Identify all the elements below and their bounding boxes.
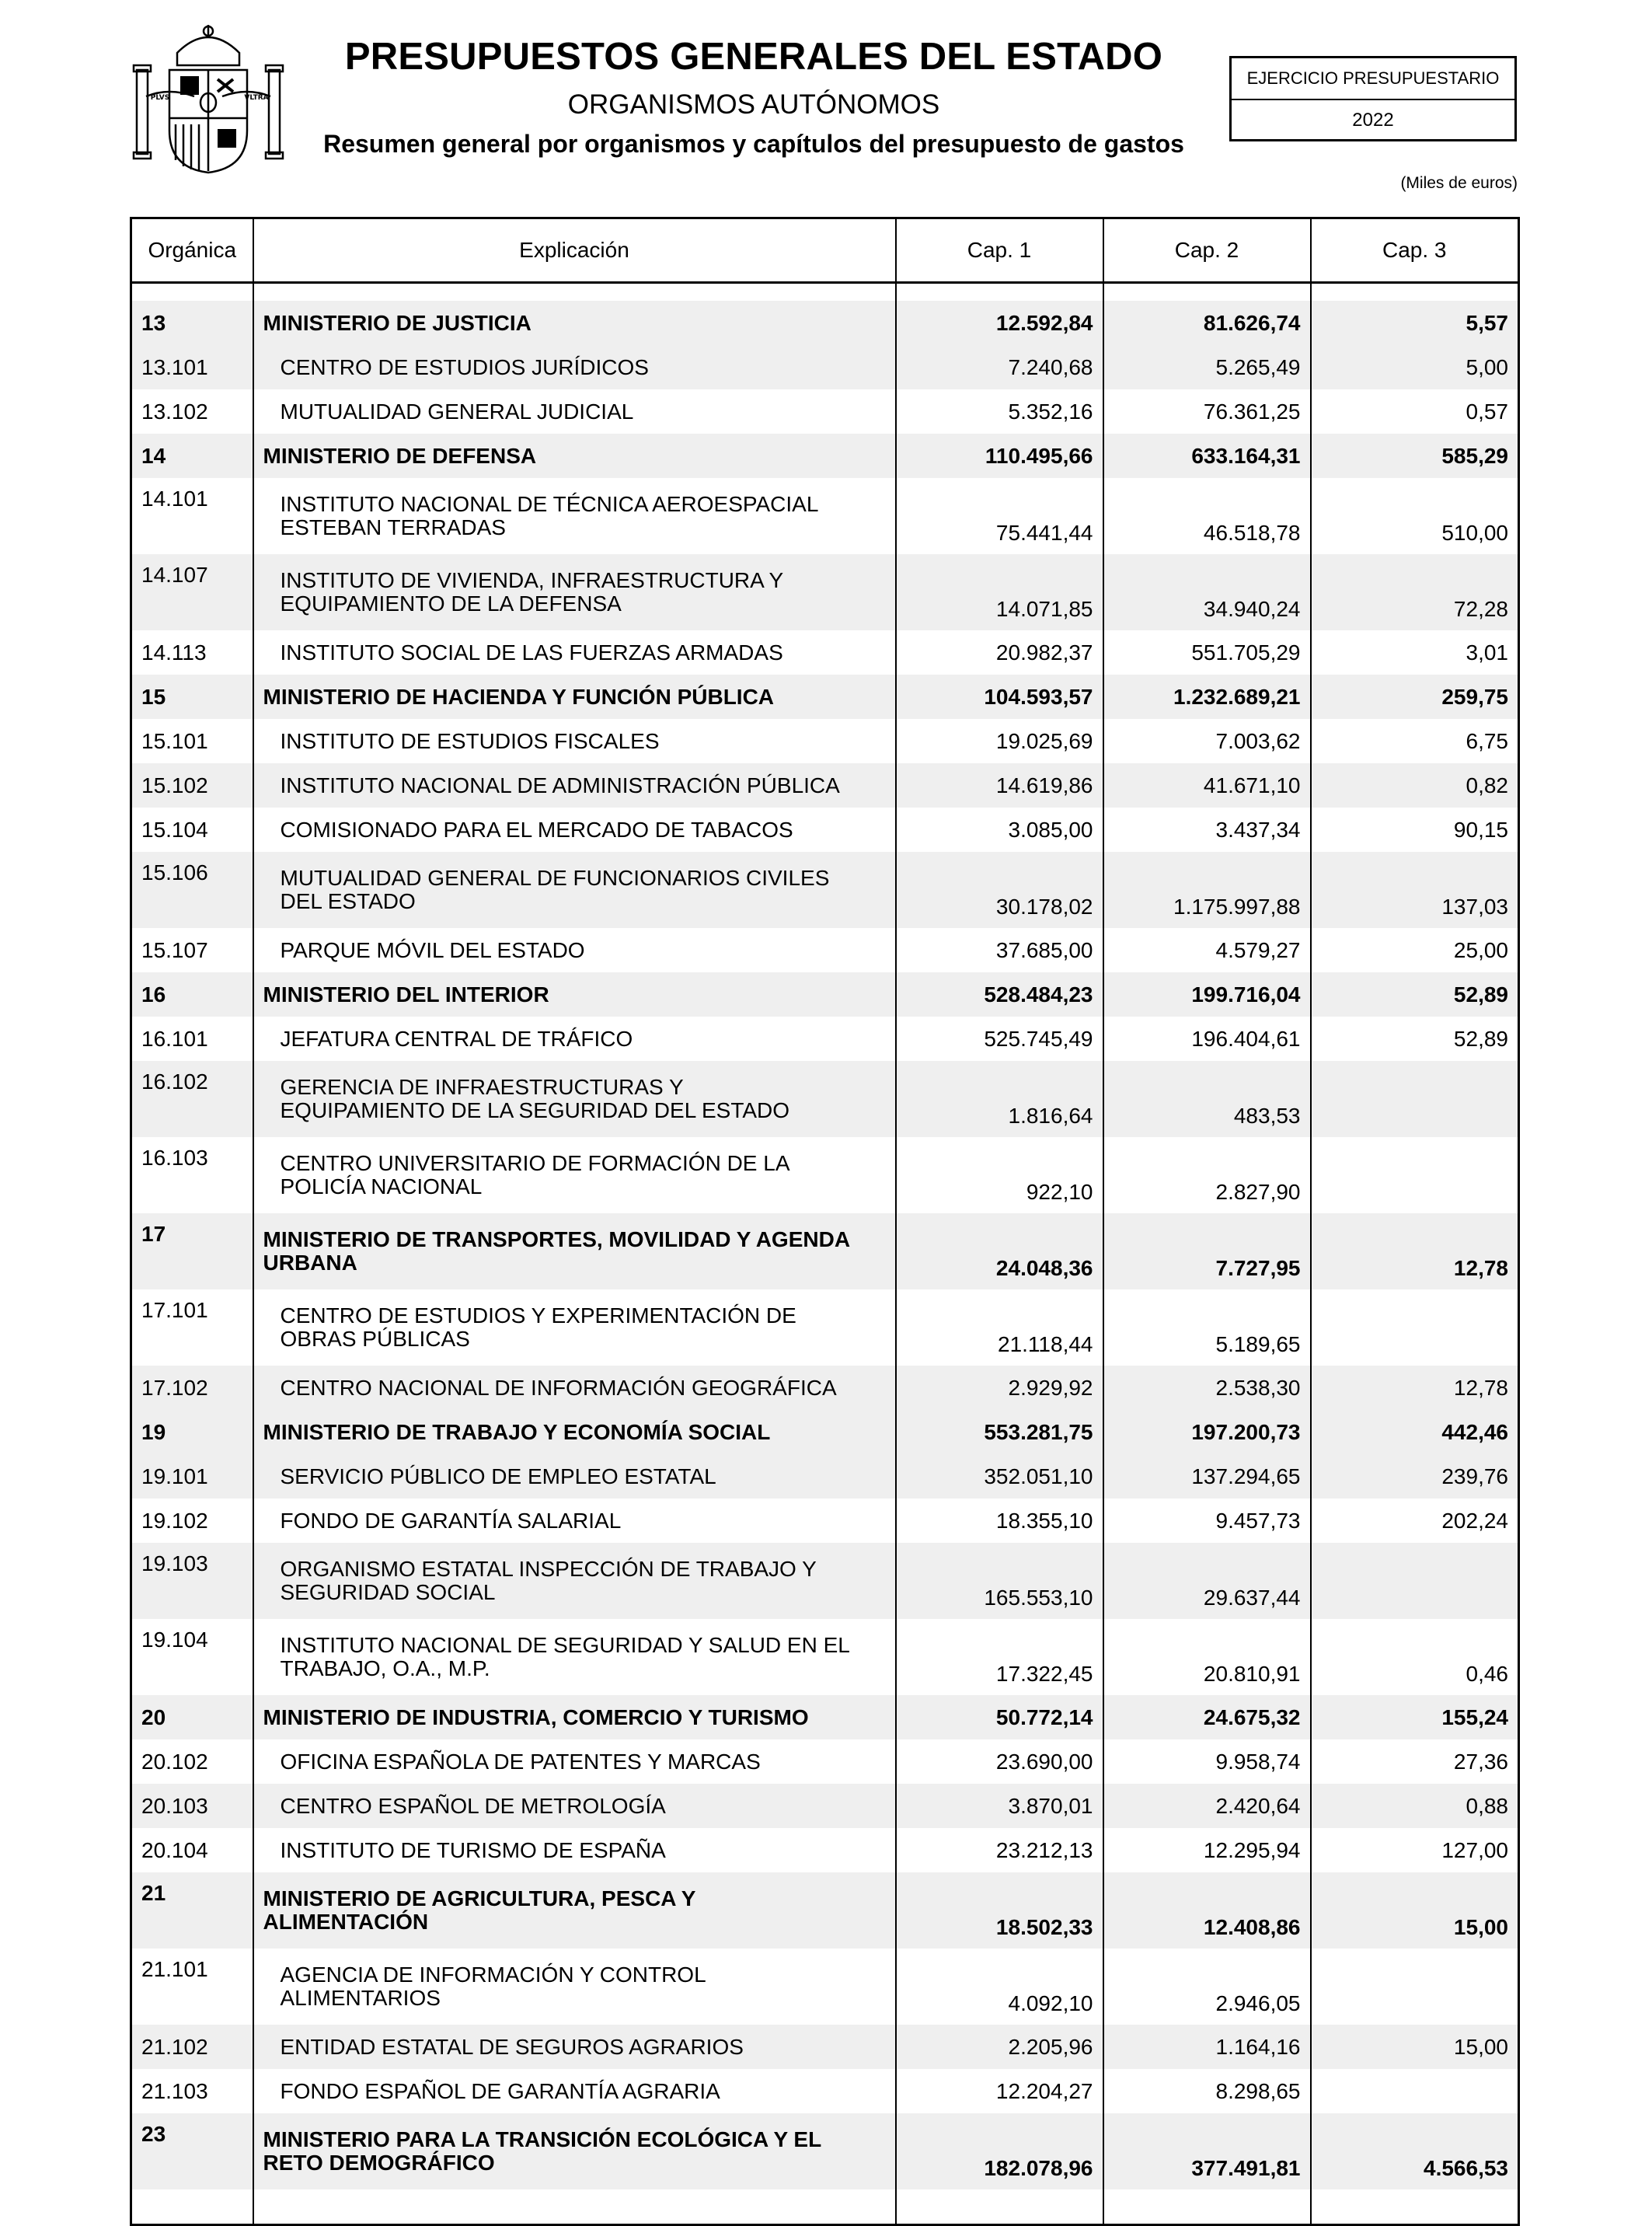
cap1-cell: 525.745,49 (896, 1017, 1103, 1061)
table-row (131, 675, 1519, 719)
cap1-cell: 12.204,27 (896, 2069, 1103, 2113)
cap1-cell: 19.025,69 (896, 719, 1103, 763)
cap1-cell: 165.553,10 (896, 1543, 1103, 1619)
cap2-cell: 9.958,74 (1103, 1739, 1311, 1784)
table-row (131, 301, 1519, 345)
table-header-row (131, 218, 1519, 283)
cap2-cell: 24.675,32 (1103, 1695, 1311, 1739)
cap1-cell: 3.085,00 (896, 808, 1103, 852)
cap1-cell: 528.484,23 (896, 972, 1103, 1017)
cap2-cell: 76.361,25 (1103, 389, 1311, 434)
explicacion-cell: ORGANISMO ESTATAL INSPECCIÓN DE TRABAJO Y SEGURIDAD SOCIAL (253, 1543, 896, 1619)
cap1-cell: 18.355,10 (896, 1499, 1103, 1543)
cap1-cell: 2.929,92 (896, 1366, 1103, 1410)
explicacion-cell: INSTITUTO SOCIAL DE LAS FUERZAS ARMADAS (253, 630, 896, 675)
cap1-cell: 30.178,02 (896, 852, 1103, 928)
explicacion-cell: CENTRO ESPAÑOL DE METROLOGÍA (253, 1784, 896, 1828)
table-row (131, 852, 1519, 928)
organica-cell: 14.107 (131, 554, 253, 630)
organica-cell: 15.101 (131, 719, 253, 763)
explicacion-cell: MINISTERIO DE HACIENDA Y FUNCIÓN PÚBLICA (253, 675, 896, 719)
cap1-cell: 352.051,10 (896, 1454, 1103, 1499)
explicacion-cell: MINISTERIO PARA LA TRANSICIÓN ECOLÓGICA Y EL RETO DEMOGRÁFICO (253, 2113, 896, 2189)
cap3-cell (1311, 1949, 1519, 2025)
cap2-cell: 5.265,49 (1103, 345, 1311, 389)
organica-cell: 17 (131, 1213, 253, 1289)
cap2-cell: 5.189,65 (1103, 1289, 1311, 1366)
explicacion-cell: MINISTERIO DE DEFENSA (253, 434, 896, 478)
table-row (131, 1061, 1519, 1137)
organica-cell: 15.102 (131, 763, 253, 808)
cap3-cell: 0,88 (1311, 1784, 1519, 1828)
organica-cell: 20 (131, 1695, 253, 1739)
document-subtitle: ORGANISMOS AUTÓNOMOS (567, 89, 940, 120)
explicacion-cell: JEFATURA CENTRAL DE TRÁFICO (253, 1017, 896, 1061)
cap2-cell: 8.298,65 (1103, 2069, 1311, 2113)
cap1-cell: 1.816,64 (896, 1061, 1103, 1137)
cap1-cell: 4.092,10 (896, 1949, 1103, 2025)
explicacion-cell: INSTITUTO DE VIVIENDA, INFRAESTRUCTURA Y EQUIPAMIENTO DE LA DEFENSA (253, 554, 896, 630)
organica-cell: 19.101 (131, 1454, 253, 1499)
table-row (131, 2069, 1519, 2113)
organica-cell: 17.101 (131, 1289, 253, 1366)
explicacion-cell: MUTUALIDAD GENERAL JUDICIAL (253, 389, 896, 434)
table-row (131, 1543, 1519, 1619)
organica-cell: 15 (131, 675, 253, 719)
cap2-cell: 81.626,74 (1103, 301, 1311, 345)
cap3-cell: 585,29 (1311, 434, 1519, 478)
cap3-cell (1311, 1289, 1519, 1366)
explicacion-cell: MINISTERIO DE TRABAJO Y ECONOMÍA SOCIAL (253, 1410, 896, 1454)
organica-cell: 19 (131, 1410, 253, 1454)
cap3-cell: 4.566,53 (1311, 2113, 1519, 2189)
organica-cell: 14 (131, 434, 253, 478)
organica-cell: 23 (131, 2113, 253, 2189)
cap1-cell: 922,10 (896, 1137, 1103, 1213)
explicacion-cell: INSTITUTO NACIONAL DE SEGURIDAD Y SALUD EN EL TRABAJO, O.A., M.P. (253, 1619, 896, 1695)
table-row (131, 1454, 1519, 1499)
cap3-cell: 0,82 (1311, 763, 1519, 808)
organica-cell: 20.103 (131, 1784, 253, 1828)
cap2-cell: 2.946,05 (1103, 1949, 1311, 2025)
table-row (131, 1410, 1519, 1454)
cap3-cell (1311, 1137, 1519, 1213)
cap1-cell: 17.322,45 (896, 1619, 1103, 1695)
table-row (131, 972, 1519, 1017)
cap3-cell: 52,89 (1311, 1017, 1519, 1061)
organica-cell: 16.103 (131, 1137, 253, 1213)
cap1-cell: 24.048,36 (896, 1213, 1103, 1289)
explicacion-cell: PARQUE MÓVIL DEL ESTADO (253, 928, 896, 972)
cap3-cell: 0,46 (1311, 1619, 1519, 1695)
explicacion-cell: INSTITUTO NACIONAL DE TÉCNICA AEROESPACIAL ESTEBAN TERRADAS (253, 478, 896, 554)
cap2-cell: 3.437,34 (1103, 808, 1311, 852)
table-row (131, 1949, 1519, 2025)
cap1-cell: 2.205,96 (896, 2025, 1103, 2069)
organica-cell: 21.103 (131, 2069, 253, 2113)
organica-cell: 21.101 (131, 1949, 253, 2025)
explicacion-cell: CENTRO DE ESTUDIOS Y EXPERIMENTACIÓN DE OBRAS PÚBLICAS (253, 1289, 896, 1366)
organica-cell: 21.102 (131, 2025, 253, 2069)
cap2-cell: 46.518,78 (1103, 478, 1311, 554)
explicacion-cell: CENTRO NACIONAL DE INFORMACIÓN GEOGRÁFICA (253, 1366, 896, 1410)
organica-cell: 15.107 (131, 928, 253, 972)
table-row (131, 1828, 1519, 1872)
table-bottom-gap (131, 2189, 1519, 2225)
table-row (131, 1137, 1519, 1213)
explicacion-cell: MINISTERIO DE INDUSTRIA, COMERCIO Y TURISMO (253, 1695, 896, 1739)
cap1-cell: 12.592,84 (896, 301, 1103, 345)
cap3-cell: 510,00 (1311, 478, 1519, 554)
cap2-cell: 1.164,16 (1103, 2025, 1311, 2069)
cap1-cell: 7.240,68 (896, 345, 1103, 389)
col-header-cap1: Cap. 1 (896, 218, 1103, 283)
table-row (131, 345, 1519, 389)
table-row (131, 1784, 1519, 1828)
cap1-cell: 14.619,86 (896, 763, 1103, 808)
title-block (280, 31, 1228, 162)
fiscal-year-value: 2022 (1352, 110, 1394, 131)
organica-cell: 15.104 (131, 808, 253, 852)
table-row (131, 1872, 1519, 1949)
cap2-cell: 12.408,86 (1103, 1872, 1311, 1949)
explicacion-cell: INSTITUTO DE TURISMO DE ESPAÑA (253, 1828, 896, 1872)
cap3-cell: 12,78 (1311, 1366, 1519, 1410)
cap1-cell: 3.870,01 (896, 1784, 1103, 1828)
col-header-organica: Orgánica (131, 218, 253, 283)
table-row (131, 928, 1519, 972)
coat-of-arms-icon (131, 22, 286, 177)
table-top-gap (131, 283, 1519, 302)
organica-cell: 19.104 (131, 1619, 253, 1695)
organica-cell: 13.101 (131, 345, 253, 389)
cap3-cell: 127,00 (1311, 1828, 1519, 1872)
table-row (131, 1739, 1519, 1784)
cap3-cell: 25,00 (1311, 928, 1519, 972)
cap3-cell: 72,28 (1311, 554, 1519, 630)
organica-cell: 20.104 (131, 1828, 253, 1872)
cap2-cell: 1.175.997,88 (1103, 852, 1311, 928)
document-description: Resumen general por organismos y capítulos del presupuesto de gastos (323, 130, 1184, 158)
cap1-cell: 21.118,44 (896, 1289, 1103, 1366)
cap3-cell: 239,76 (1311, 1454, 1519, 1499)
table-row (131, 1366, 1519, 1410)
table-row (131, 630, 1519, 675)
table-row (131, 1619, 1519, 1695)
cap3-cell: 137,03 (1311, 852, 1519, 928)
table-row (131, 389, 1519, 434)
explicacion-cell: CENTRO UNIVERSITARIO DE FORMACIÓN DE LA POLICÍA NACIONAL (253, 1137, 896, 1213)
cap2-cell: 196.404,61 (1103, 1017, 1311, 1061)
crest-motto-right: VLTRA (244, 94, 269, 102)
crest-motto-left: PLVS (150, 94, 170, 102)
table-row (131, 1695, 1519, 1739)
organica-cell: 16 (131, 972, 253, 1017)
explicacion-cell: MUTUALIDAD GENERAL DE FUNCIONARIOS CIVILES DEL ESTADO (253, 852, 896, 928)
explicacion-cell: MINISTERIO DE AGRICULTURA, PESCA Y ALIMENTACIÓN (253, 1872, 896, 1949)
cap2-cell: 2.538,30 (1103, 1366, 1311, 1410)
explicacion-cell: AGENCIA DE INFORMACIÓN Y CONTROL ALIMENTARIOS (253, 1949, 896, 2025)
cap2-cell: 4.579,27 (1103, 928, 1311, 972)
cap3-cell: 12,78 (1311, 1213, 1519, 1289)
cap3-cell (1311, 1061, 1519, 1137)
cap2-cell: 2.827,90 (1103, 1137, 1311, 1213)
table-body (131, 283, 1519, 2225)
explicacion-cell: FONDO DE GARANTÍA SALARIAL (253, 1499, 896, 1543)
cap1-cell: 23.212,13 (896, 1828, 1103, 1872)
explicacion-cell: ENTIDAD ESTATAL DE SEGUROS AGRARIOS (253, 2025, 896, 2069)
cap3-cell (1311, 1543, 1519, 1619)
col-header-cap3: Cap. 3 (1311, 218, 1519, 283)
organica-cell: 21 (131, 1872, 253, 1949)
cap1-cell: 5.352,16 (896, 389, 1103, 434)
cap3-cell: 5,57 (1311, 301, 1519, 345)
explicacion-cell: MINISTERIO DE JUSTICIA (253, 301, 896, 345)
explicacion-cell: INSTITUTO DE ESTUDIOS FISCALES (253, 719, 896, 763)
cap1-cell: 23.690,00 (896, 1739, 1103, 1784)
cap3-cell: 6,75 (1311, 719, 1519, 763)
organica-cell: 13.102 (131, 389, 253, 434)
cap2-cell: 137.294,65 (1103, 1454, 1311, 1499)
table-row (131, 2113, 1519, 2189)
table-row (131, 1499, 1519, 1543)
explicacion-cell: FONDO ESPAÑOL DE GARANTÍA AGRARIA (253, 2069, 896, 2113)
organica-cell: 14.113 (131, 630, 253, 675)
col-header-explicacion: Explicación (253, 218, 896, 283)
cap3-cell: 15,00 (1311, 1872, 1519, 1949)
organica-cell: 15.106 (131, 852, 253, 928)
table-row (131, 808, 1519, 852)
cap1-cell: 18.502,33 (896, 1872, 1103, 1949)
table-row (131, 554, 1519, 630)
cap2-cell: 483,53 (1103, 1061, 1311, 1137)
cap3-cell: 0,57 (1311, 389, 1519, 434)
cap2-cell: 2.420,64 (1103, 1784, 1311, 1828)
cap3-cell: 155,24 (1311, 1695, 1519, 1739)
organica-cell: 14.101 (131, 478, 253, 554)
cap2-cell: 377.491,81 (1103, 2113, 1311, 2189)
explicacion-cell: MINISTERIO DEL INTERIOR (253, 972, 896, 1017)
cap2-cell: 20.810,91 (1103, 1619, 1311, 1695)
cap2-cell: 551.705,29 (1103, 630, 1311, 675)
explicacion-cell: OFICINA ESPAÑOLA DE PATENTES Y MARCAS (253, 1739, 896, 1784)
organica-cell: 19.103 (131, 1543, 253, 1619)
cap2-cell: 29.637,44 (1103, 1543, 1311, 1619)
cap3-cell: 442,46 (1311, 1410, 1519, 1454)
explicacion-cell: CENTRO DE ESTUDIOS JURÍDICOS (253, 345, 896, 389)
cap2-cell: 633.164,31 (1103, 434, 1311, 478)
table-row (131, 1289, 1519, 1366)
table-row (131, 1017, 1519, 1061)
cap3-cell: 259,75 (1311, 675, 1519, 719)
cap3-cell: 5,00 (1311, 345, 1519, 389)
organica-cell: 20.102 (131, 1739, 253, 1784)
organica-cell: 17.102 (131, 1366, 253, 1410)
table-row (131, 719, 1519, 763)
cap1-cell: 50.772,14 (896, 1695, 1103, 1739)
cap1-cell: 553.281,75 (896, 1410, 1103, 1454)
budget-table (130, 217, 1520, 2226)
cap1-cell: 104.593,57 (896, 675, 1103, 719)
table-row (131, 1213, 1519, 1289)
explicacion-cell: GERENCIA DE INFRAESTRUCTURAS Y EQUIPAMIENTO DE LA SEGURIDAD DEL ESTADO (253, 1061, 896, 1137)
table-row (131, 763, 1519, 808)
cap1-cell: 110.495,66 (896, 434, 1103, 478)
document-title: PRESUPUESTOS GENERALES DEL ESTADO (344, 36, 1163, 78)
explicacion-cell: SERVICIO PÚBLICO DE EMPLEO ESTATAL (253, 1454, 896, 1499)
table-row (131, 434, 1519, 478)
organica-cell: 16.102 (131, 1061, 253, 1137)
organica-cell: 13 (131, 301, 253, 345)
cap3-cell (1311, 2069, 1519, 2113)
cap2-cell: 7.727,95 (1103, 1213, 1311, 1289)
cap2-cell: 7.003,62 (1103, 719, 1311, 763)
organica-cell: 16.101 (131, 1017, 253, 1061)
table-row (131, 478, 1519, 554)
fiscal-year-label: EJERCICIO PRESUPUESTARIO (1232, 58, 1514, 100)
fiscal-year-box (1229, 56, 1517, 141)
table-row (131, 2025, 1519, 2069)
cap1-cell: 37.685,00 (896, 928, 1103, 972)
organica-cell: 19.102 (131, 1499, 253, 1543)
cap3-cell: 52,89 (1311, 972, 1519, 1017)
cap2-cell: 41.671,10 (1103, 763, 1311, 808)
cap3-cell: 202,24 (1311, 1499, 1519, 1543)
explicacion-cell: MINISTERIO DE TRANSPORTES, MOVILIDAD Y AGENDA URBANA (253, 1213, 896, 1289)
cap2-cell: 12.295,94 (1103, 1828, 1311, 1872)
explicacion-cell: INSTITUTO NACIONAL DE ADMINISTRACIÓN PÚBLICA (253, 763, 896, 808)
col-header-cap2: Cap. 2 (1103, 218, 1311, 283)
cap2-cell: 34.940,24 (1103, 554, 1311, 630)
cap3-cell: 27,36 (1311, 1739, 1519, 1784)
cap1-cell: 182.078,96 (896, 2113, 1103, 2189)
cap2-cell: 1.232.689,21 (1103, 675, 1311, 719)
units-note: (Miles de euros) (1400, 174, 1518, 192)
cap3-cell: 90,15 (1311, 808, 1519, 852)
cap3-cell: 3,01 (1311, 630, 1519, 675)
cap2-cell: 199.716,04 (1103, 972, 1311, 1017)
cap3-cell: 15,00 (1311, 2025, 1519, 2069)
cap2-cell: 197.200,73 (1103, 1410, 1311, 1454)
cap1-cell: 14.071,85 (896, 554, 1103, 630)
explicacion-cell: COMISIONADO PARA EL MERCADO DE TABACOS (253, 808, 896, 852)
cap2-cell: 9.457,73 (1103, 1499, 1311, 1543)
cap1-cell: 20.982,37 (896, 630, 1103, 675)
cap1-cell: 75.441,44 (896, 478, 1103, 554)
